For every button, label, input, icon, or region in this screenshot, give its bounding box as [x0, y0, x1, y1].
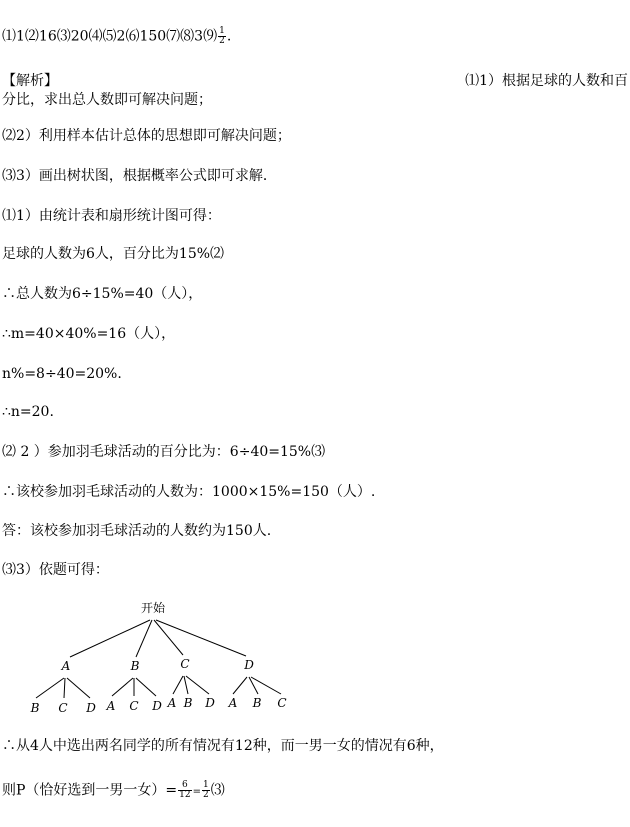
- tree-leaf-branches: [36, 676, 281, 698]
- probability-fraction-2: [202, 781, 210, 800]
- analysis-header: 【解析】: [2, 73, 58, 89]
- analysis-line-2: 分比，求出总人数即可解决问题；: [2, 92, 212, 108]
- tree-leaf-b-1: A: [106, 699, 116, 713]
- answer-line: [2, 27, 231, 46]
- answer-fraction: [218, 27, 226, 46]
- analysis-line-1: ⑴1）根据足球的人数和百: [465, 73, 628, 89]
- solution-line-10: ⑶3）依题可得：: [2, 562, 109, 578]
- fraction-numerator: 6: [178, 781, 191, 791]
- tree-diagram: [0, 590, 330, 720]
- tree-leaf-b-3: D: [152, 699, 162, 713]
- tree-level1-d: D: [244, 658, 254, 672]
- tree-leaf-b-2: C: [129, 699, 139, 713]
- tree-level1-c: C: [180, 657, 190, 671]
- fraction-numerator: 1: [219, 26, 225, 36]
- answer-text: ⑴1⑵16⑶20⑷⑸2⑹150⑺⑻3⑼: [2, 28, 218, 45]
- tree-leaf-a-2: C: [58, 701, 68, 715]
- tree-root-branches: [70, 620, 246, 657]
- probability-text: 则P（恰好选到一男一女）=: [2, 782, 178, 799]
- conclusion-line-2: [2, 781, 225, 802]
- conclusion-line-1: ∴从4人中选出两名同学的所有情况有12种，而一男一女的情况有6种，: [2, 738, 444, 754]
- tree-level1-a: A: [61, 659, 71, 673]
- fraction-numerator: 1: [203, 780, 209, 790]
- tree-leaf-c-3: D: [205, 696, 215, 710]
- solution-line-8: ∴该校参加羽毛球活动的人数为：1000×15%=150（人）.: [2, 484, 376, 500]
- fraction-denominator: 2: [203, 790, 209, 800]
- solution-line-3: ∴总人数为6÷15%=40（人），: [2, 286, 203, 302]
- tree-leaf-d-3: C: [277, 696, 287, 710]
- tree-level1-b: B: [130, 659, 140, 673]
- tree-leaf-d-1: A: [228, 696, 238, 710]
- tree-leaf-a-3: D: [86, 701, 96, 715]
- solution-line-7: ⑵ 2 ）参加羽毛球活动的百分比为：6÷40=15%⑶: [2, 444, 326, 460]
- solution-line-6: ∴n=20.: [2, 404, 54, 420]
- solution-line-9: 答：该校参加羽毛球活动的人数约为150人.: [2, 523, 272, 539]
- tree-leaf-c-1: A: [167, 696, 177, 710]
- tree-root-label: 开始: [140, 601, 166, 615]
- analysis-line-3: ⑵2）利用样本估计总体的思想即可解决问题；: [2, 128, 291, 144]
- probability-fraction-1: [178, 781, 191, 800]
- solution-line-2: 足球的人数为6人，百分比为15%⑵: [2, 246, 225, 262]
- analysis-line-4: ⑶3）画出树状图，根据概率公式即可求解．: [2, 168, 277, 184]
- fraction-denominator: 2: [219, 36, 225, 46]
- conclusion-end: ⑶: [210, 782, 225, 799]
- tree-leaf-d-2: B: [252, 696, 262, 710]
- answer-end: .: [226, 28, 232, 45]
- solution-line-4: ∴m=40×40%=16（人），: [2, 326, 176, 342]
- tree-leaf-a-1: B: [30, 701, 40, 715]
- solution-line-5: n%=8÷40=20%.: [2, 366, 122, 382]
- fraction-denominator: 12: [179, 790, 191, 800]
- solution-line-1: ⑴1）由统计表和扇形统计图可得：: [2, 208, 221, 224]
- equals-sign: =: [192, 786, 201, 798]
- tree-leaf-c-2: B: [183, 696, 193, 710]
